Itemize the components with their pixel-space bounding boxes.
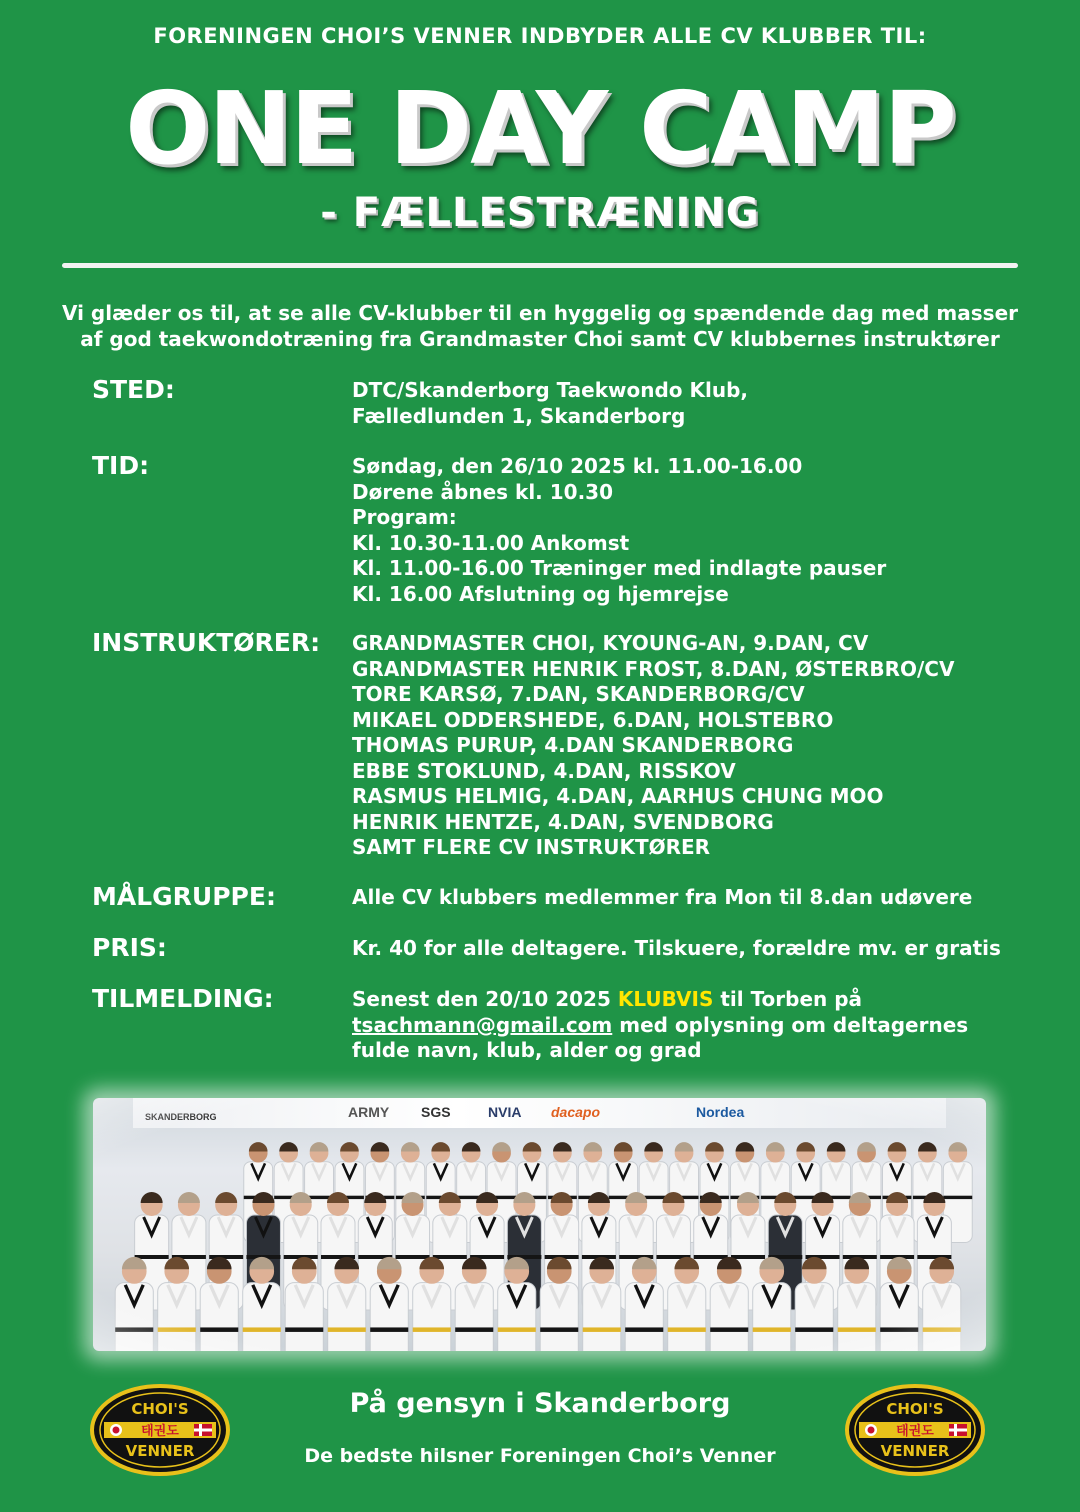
email-link[interactable]: tsachmann@gmail.com: [352, 1012, 613, 1037]
logo-hangul: 태권도: [896, 1424, 934, 1439]
value-instruktorer: [352, 631, 1052, 861]
tilmelding-contact: til Torben på: [713, 987, 863, 1011]
instructor-line: GRANDMASTER HENRIK FROST, 8.DAN, ØSTERBRO/CV: [352, 656, 955, 681]
tilmelding-info: med oplysning om deltagernes: [612, 1012, 969, 1037]
label-pris: PRIS:: [92, 933, 167, 962]
logo-bottom-text: VENNER: [880, 1442, 950, 1460]
logo-bottom-text: VENNER: [125, 1442, 195, 1460]
tilmelding-line-3: fulde navn, klub, alder og grad: [352, 1038, 702, 1062]
event-subtitle: - FÆLLESTRÆNING: [320, 190, 760, 236]
lead-line: af god taekwondotræning fra Grandmaster Choi samt CV klubbernes instruktører: [80, 327, 1000, 351]
value-pris: [352, 936, 1052, 962]
sted-line: Fælledlunden 1, Skanderborg: [352, 403, 686, 428]
logo-top-text: CHOI'S: [131, 1400, 189, 1418]
instructor-line: EBBE STOKLUND, 4.DAN, RISSKOV: [352, 758, 736, 783]
tid-line: Program:: [352, 505, 457, 529]
label-tilmelding: TILMELDING:: [92, 984, 274, 1013]
tid-line: Kl. 16.00 Afslutning og hjemrejse: [352, 581, 729, 606]
label-tid: TID:: [92, 451, 150, 480]
sted-line: DTC/Skanderborg Taekwondo Klub,: [352, 378, 749, 402]
malgruppe-text: Alle CV klubbers medlemmer fra Mon til 8.dan udøvere: [352, 885, 973, 909]
logo-top-text: CHOI'S: [886, 1400, 944, 1418]
label-sted: STED:: [92, 375, 175, 404]
tid-line: Dørene åbnes kl. 10.30: [352, 479, 613, 504]
instructor-line: THOMAS PURUP, 4.DAN SKANDERBORG: [352, 733, 794, 757]
tid-line: Søndag, den 26/10 2025 kl. 11.00-16.00: [352, 454, 803, 478]
instructor-line: HENRIK HENTZE, 4.DAN, SVENDBORG: [352, 809, 774, 834]
farewell-text: På gensyn i Skanderborg: [349, 1388, 731, 1419]
label-instruktorer: INSTRUKTØRER:: [92, 628, 321, 657]
pris-text: Kr. 40 for alle deltagere. Tilskuere, forældre mv. er gratis: [352, 936, 1001, 960]
tid-line: Kl. 11.00-16.00 Træninger med indlagte pauser: [352, 556, 887, 580]
group-photo: [93, 1098, 986, 1351]
instructor-line: GRANDMASTER CHOI, KYOUNG-AN, 9.DAN, CV: [352, 631, 869, 655]
lead-line: Vi glæder os til, at se alle CV-klubber til en hyggelig og spændende dag med masser: [61, 301, 1019, 325]
instructor-line: MIKAEL ODDERSHEDE, 6.DAN, HOLSTEBRO: [352, 707, 834, 732]
label-malgruppe: MÅLGRUPPE:: [92, 882, 276, 911]
tid-line: Kl. 10.30-11.00 Ankomst: [352, 530, 630, 555]
tilmelding-line-1: [352, 987, 1052, 1013]
event-title: ONE DAY CAMP: [125, 70, 955, 187]
lead-paragraph: [60, 300, 1020, 352]
instructor-line: SAMT FLERE CV INSTRUKTØRER: [352, 835, 711, 859]
instructor-line: TORE KARSØ, 7.DAN, SKANDERBORG/CV: [352, 682, 805, 706]
intro-line: FORENINGEN CHOI’S VENNER INDBYDER ALLE CV KLUBBER TIL:: [153, 24, 927, 48]
tilmelding-deadline: Senest den 20/10 2025: [352, 987, 618, 1011]
tilmelding-line-2: [352, 1013, 1052, 1039]
divider: [62, 263, 1018, 268]
value-malgruppe: [352, 885, 1052, 911]
instructor-line: RASMUS HELMIG, 4.DAN, AARHUS CHUNG MOO: [352, 784, 884, 808]
value-tilmelding: [352, 987, 1052, 1064]
value-sted: [352, 378, 1052, 429]
regards-text: De bedste hilsner Foreningen Choi’s Venner: [304, 1445, 776, 1467]
klubvis-highlight: KLUBVIS: [617, 987, 714, 1011]
logo-hangul: 태권도: [141, 1424, 179, 1439]
value-tid: [352, 454, 1052, 607]
group-illustration: [93, 1098, 986, 1351]
